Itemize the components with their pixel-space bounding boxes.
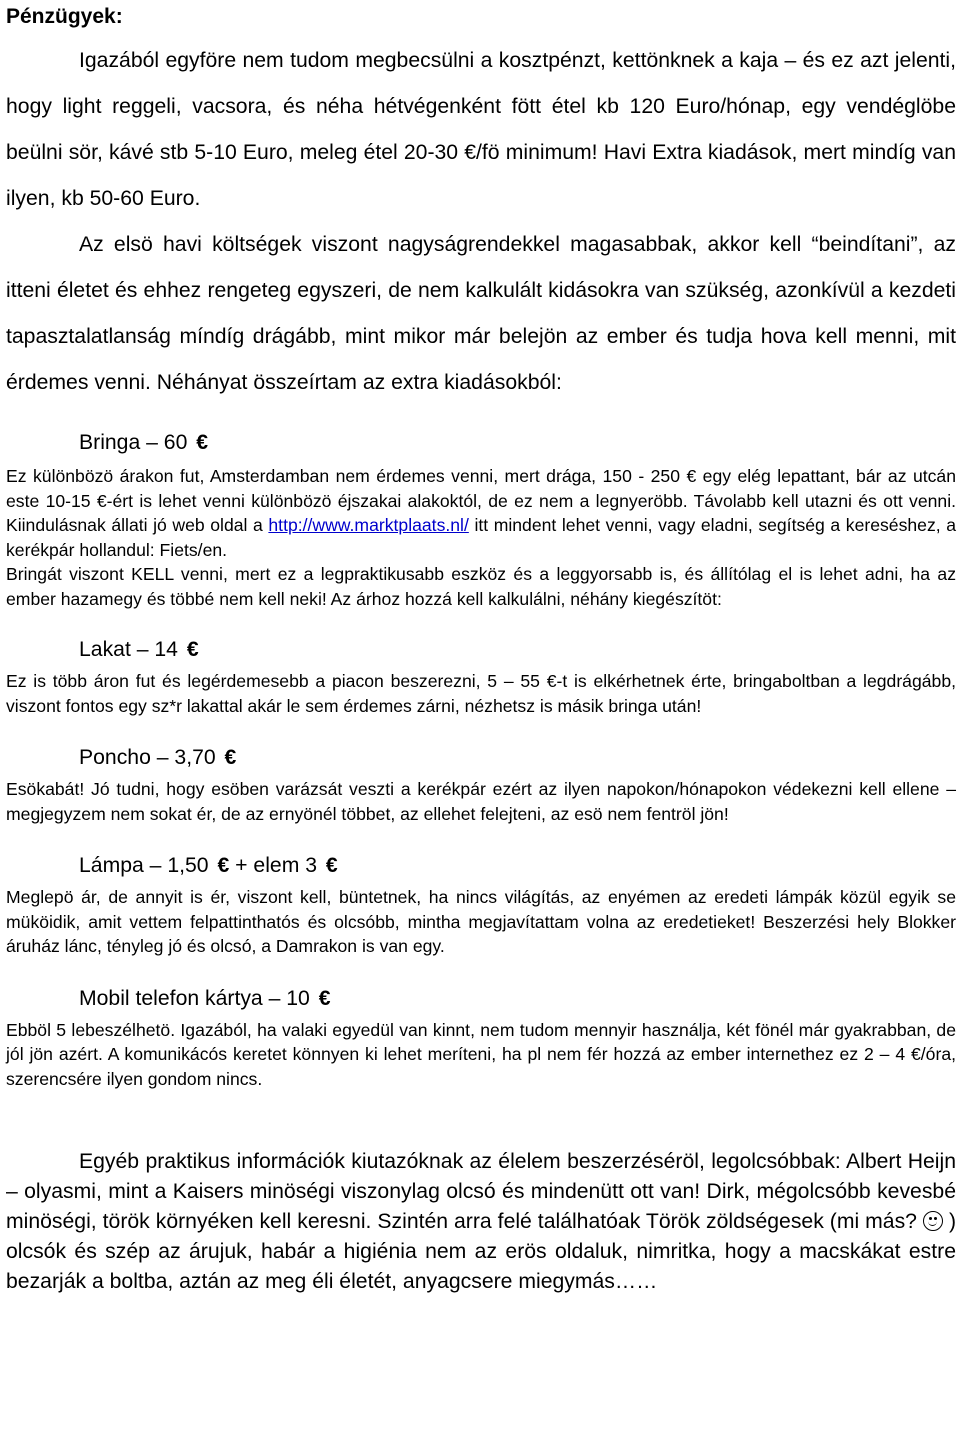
item-title (6, 745, 956, 771)
item-lampa (6, 853, 956, 959)
item-title-text: Poncho – 3,70 (79, 746, 216, 769)
item-description (6, 464, 956, 562)
item-poncho (6, 745, 956, 826)
marktplaats-link[interactable]: http://www.marktplaats.nl/ (268, 515, 469, 535)
item-title (6, 986, 956, 1012)
document-page (6, 0, 956, 1297)
euro-icon: € (224, 746, 237, 769)
intro-paragraph-2: Az elsö havi költségek viszont nagyságrendekkel magasabbak, akkor kell “beindítani”, az itteni életet és ehhez rengeteg egyszeri, de nem kalkulált kidásokra van szükség, azonkívül a kezdeti tapasztalatlanság míndíg drágább, mint mikor már belejön az ember és tudja hova kell menni, mit érdemes venni. Néhányat összeírtam az extra kiadásokból: (6, 233, 956, 394)
euro-icon: € (325, 854, 338, 877)
item-mobil (6, 986, 956, 1092)
smiley-icon (923, 1211, 943, 1231)
item-title (6, 637, 956, 663)
item-title-text-2: + elem 3 (235, 854, 318, 877)
closing-text-1: Egyéb praktikus információk kiutazóknak az élelem beszerzéséröl, legolcsóbbak: Albert Heijn – olyasmi, mint a Kaisers minöségi viszonylag olcsó és mindenütt ott van! Dirk, mégolcsóbb kevesbé minöségi, török környéken kell keresni. Szintén arra felé találhatóak Török zöldségesek (mi más? (6, 1150, 956, 1233)
item-title-text: Lakat – 14 (79, 638, 178, 661)
item-title (6, 430, 956, 456)
item-bringa (6, 430, 956, 611)
item-title-text: Mobil telefon kártya – 10 (79, 986, 310, 1010)
item-title (6, 853, 956, 879)
euro-icon: € (217, 854, 230, 877)
intro-paragraph-1: Igazából egyföre nem tudom megbecsülni a kosztpénzt, kettönknek a kaja – és ez azt jelenti, hogy light reggeli, vacsora, és néha hétvégenként fött étel kb 120 Euro/hónap, egy vendéglöbe beülni sör, kávé stb 5-10 Euro, meleg étel 20-30 €/fö minimum! Havi Extra kiadások, mert mindíg van ilyen, kb 50-60 Euro. (6, 49, 956, 210)
euro-icon: € (186, 638, 199, 661)
item-description: Ez is több áron fut és legérdemesebb a piacon beszerezni, 5 – 55 €-t is elkérhetnek érte, bringaboltban a legdrágább, viszont fontos egy sz*r lakattal akár le sem érdemes zárni, nézhetsz is másik bringa után! (6, 671, 956, 716)
page-heading: Pénzügyek: (6, 5, 123, 28)
item-description: Meglepö ár, de annyit is ér, viszont kell, büntetnek, ha nincs világítás, az enyémen az eredeti lámpák közül egyik se müköidik, amit vettem felpattinthatós és olcsóbb, mintha megjavítattam volna az eredetieket! Beszerzési hely Blokker áruház lánc, tényleg jó és olcsó, a Damrakon is van egy. (6, 887, 956, 956)
item-description-2: Bringát viszont KELL venni, mert ez a legpraktikusabb eszköz és a leggyorsabb is, és állítólag el is lehet adni, ha az ember hazamegy és többé nem kell neki! Az árhoz hozzá kell kalkulálni, néhány kiegészítöt: (6, 564, 956, 609)
item-title-text: Lámpa – 1,50 (79, 854, 209, 877)
item-lakat (6, 637, 956, 718)
euro-icon: € (318, 986, 331, 1010)
item-description: Ebböl 5 lebeszélhetö. Igazából, ha valaki egyedül van kinnt, nem tudom mennyir használja, két fönél már gyakrabban, de jól jön azért. A komunikácós keretet könnyen ki lehet meríteni, ha pl nem fér hozzá az ember internethez ez 2 – 4 €/óra, szerencsére ilyen gondom nincs. (6, 1019, 956, 1089)
closing-text-2: ) olcsók és szép az árujuk, habár a higiénia nem az erös oldaluk, nimritka, hogy a macskákat estre bezarják a boltba, aztán az meg éli életét, anyagcsere miegymás…… (6, 1210, 957, 1293)
closing-paragraph (6, 1147, 956, 1297)
item-description: Esökabát! Jó tudni, hogy esöben varázsát veszti a kerékpár ezért az ilyen napokon/hónapokon védekezni kell ellene – megjegyzem nem sokat ér, de az ernyönél többet, az ellehet felejteni, az esö nem fentröl jön! (6, 779, 956, 824)
item-title-text: Bringa – 60 (79, 431, 188, 454)
item-description-text: Ez különbözö árakon fut, Amsterdamban nem érdemes venni, mert drága, 150 - 250 € egy elég lepattant, bár az utcán este 10-15 €-ért is lehet venni különbözö éjszakai alakoktól, de ez nem a legnyeröbb. Távolabb kell utazni és ott venni. Kiindulásnak állati jó web oldal a (6, 466, 956, 535)
euro-icon: € (196, 431, 209, 454)
item-description-text-2: itt mindent lehet venni, vagy eladni, segítség a kereséshez, a kerékpár hollandul: Fiets/en. (6, 515, 957, 560)
